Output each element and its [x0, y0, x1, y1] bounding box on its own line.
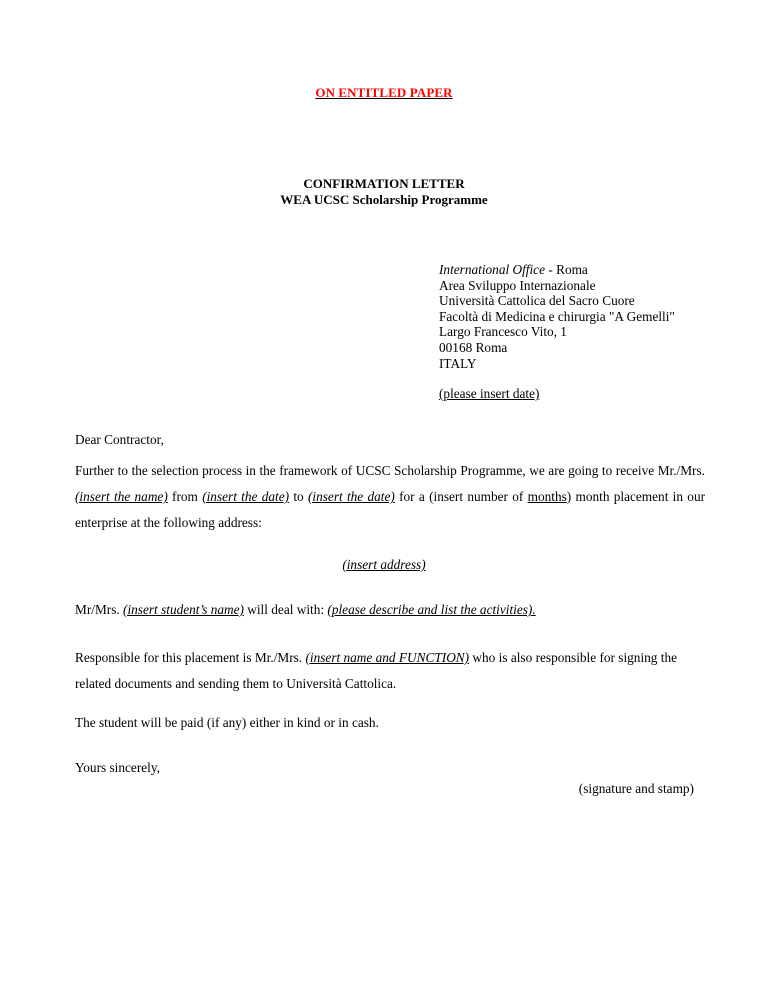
p1-text: Further to the selection process in the framework of UCSC Scholarship Programme, we are going to receive Mr./Mrs. [75, 463, 705, 478]
closing: Yours sincerely, [75, 760, 160, 775]
title-line-1: CONFIRMATION LETTER [303, 176, 465, 191]
paragraph-payment: The student will be paid (if any) either in kind or in cash. [75, 715, 379, 730]
address-line: Area Sviluppo Internazionale [439, 277, 596, 293]
activities-field: (please describe and list the activities). [327, 602, 536, 617]
p2-text: Mr/Mrs. [75, 602, 124, 617]
address-line: Università Cattolica del Sacro Cuore [439, 293, 635, 309]
recipient-office [439, 262, 759, 278]
paragraph-placement [75, 458, 705, 536]
title-line-2: WEA UCSC Scholarship Programme [280, 192, 488, 207]
letter-title [0, 176, 768, 208]
insert-start-date-field: (insert the date) [202, 489, 290, 504]
p3-text: Responsible for this placement is Mr./Mrs. [75, 650, 306, 665]
p2-text: will deal with: [243, 602, 328, 617]
p1-text: to [289, 489, 308, 504]
p3-text: who is also responsible for signing the related documents and sending them to Università Cattolica. [75, 650, 678, 691]
address-line: Facoltà di Medicina e chirurgia "A Gemelli" [439, 308, 675, 324]
insert-end-date-field: (insert the date) [307, 489, 395, 504]
insert-student-name-field: (insert student’s name) [123, 602, 244, 617]
p1-text: from [167, 489, 203, 504]
p1-text: ) month placement in our enterprise at the following address: [75, 489, 706, 530]
insert-address-field: (insert address) [342, 557, 426, 572]
address-line: Largo Francesco Vito, 1 [439, 324, 567, 340]
office-name: International Office [439, 262, 545, 277]
signature-placeholder: (signature and stamp) [578, 781, 694, 796]
insert-name-field: (insert the name) [75, 489, 168, 504]
entitled-paper-text: ON ENTITLED PAPER [315, 85, 453, 100]
paragraph-activities [75, 602, 705, 618]
insert-function-field: (insert name and FUNCTION) [305, 650, 470, 665]
months-word: months [527, 489, 567, 504]
salutation: Dear Contractor, [75, 432, 164, 447]
date-placeholder: (please insert date) [439, 386, 540, 401]
p1-text: for a (insert number of [394, 489, 528, 504]
entitled-paper-heading [0, 85, 768, 101]
address-line: 00168 Roma [439, 339, 508, 355]
recipient-address [439, 262, 759, 371]
office-city: - Roma [545, 262, 588, 277]
insert-address-line [0, 557, 768, 573]
paragraph-responsible [75, 645, 705, 697]
address-line: ITALY [439, 355, 477, 371]
